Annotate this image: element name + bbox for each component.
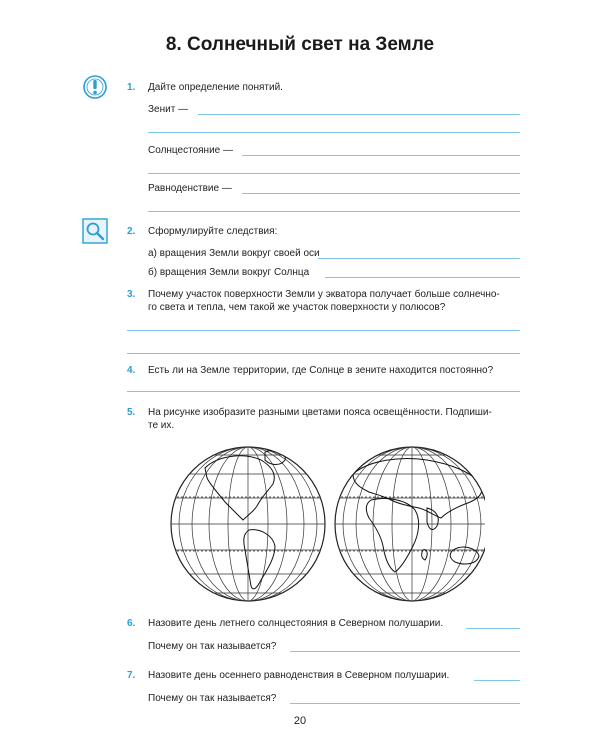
- question-7-why-answer-line[interactable]: [290, 703, 520, 704]
- solstice-answer-line[interactable]: [242, 155, 520, 156]
- zenith-label: Зенит —: [148, 104, 189, 115]
- question-1-number: 1.: [127, 82, 136, 93]
- equinox-label: Равноденствие —: [148, 183, 232, 194]
- zenith-answer-line-2[interactable]: [148, 132, 520, 133]
- question-7-why: Почему он так называется?: [148, 693, 277, 704]
- question-3-answer-line-1[interactable]: [127, 330, 520, 331]
- question-6-answer-line[interactable]: [466, 628, 520, 629]
- equinox-answer-line[interactable]: [242, 193, 520, 194]
- exclamation-icon: [82, 74, 108, 100]
- zenith-answer-line[interactable]: [198, 114, 520, 115]
- question-3-line-1: Почему участок поверхности Земли у экватора получает больше солнечно-: [148, 289, 500, 300]
- question-6-why-answer-line[interactable]: [290, 651, 520, 652]
- question-1-text: Дайте определение понятий.: [148, 82, 283, 93]
- page-title: 8. Солнечный свет на Земле: [165, 34, 435, 55]
- western-hemisphere-globe: [165, 438, 335, 608]
- magnifier-icon: [82, 218, 108, 244]
- question-6-text: Назовите день летнего солнцестояния в Северном полушарии.: [148, 618, 444, 629]
- question-2b-text: б) вращения Земли вокруг Солнца: [148, 267, 310, 278]
- question-5-line-1: На рисунке изобразите разными цветами пояса освещённости. Подпиши-: [148, 407, 492, 418]
- globes-illustration: [165, 438, 485, 608]
- question-4-text: Есть ли на Земле территории, где Солнце в зените находится постоянно?: [148, 365, 494, 376]
- page-number: 20: [293, 715, 307, 727]
- question-4-answer-line[interactable]: [127, 391, 520, 392]
- equinox-answer-line-2[interactable]: [148, 211, 520, 212]
- question-5-number: 5.: [127, 407, 136, 418]
- question-7-text: Назовите день осеннего равноденствия в Северном полушарии.: [148, 670, 450, 681]
- question-5-line-2: те их.: [148, 420, 175, 431]
- eastern-hemisphere-globe: [325, 438, 485, 608]
- question-2-number: 2.: [127, 226, 136, 237]
- question-3-line-2: го света и тепла, чем такой же участок поверхности у полюсов?: [148, 302, 446, 313]
- question-6-why: Почему он так называется?: [148, 641, 277, 652]
- question-2a-answer-line[interactable]: [318, 258, 520, 259]
- question-6-number: 6.: [127, 618, 136, 629]
- question-3-answer-line-2[interactable]: [127, 353, 520, 354]
- question-4-number: 4.: [127, 365, 136, 376]
- question-7-answer-line[interactable]: [474, 680, 520, 681]
- question-2b-answer-line[interactable]: [325, 277, 520, 278]
- question-3-number: 3.: [127, 289, 136, 300]
- solstice-answer-line-2[interactable]: [148, 173, 520, 174]
- question-2a-text: а) вращения Земли вокруг своей оси: [148, 248, 320, 259]
- question-2-text: Сформулируйте следствия:: [148, 226, 278, 237]
- solstice-label: Солнцестояние —: [148, 145, 233, 156]
- question-7-number: 7.: [127, 670, 136, 681]
